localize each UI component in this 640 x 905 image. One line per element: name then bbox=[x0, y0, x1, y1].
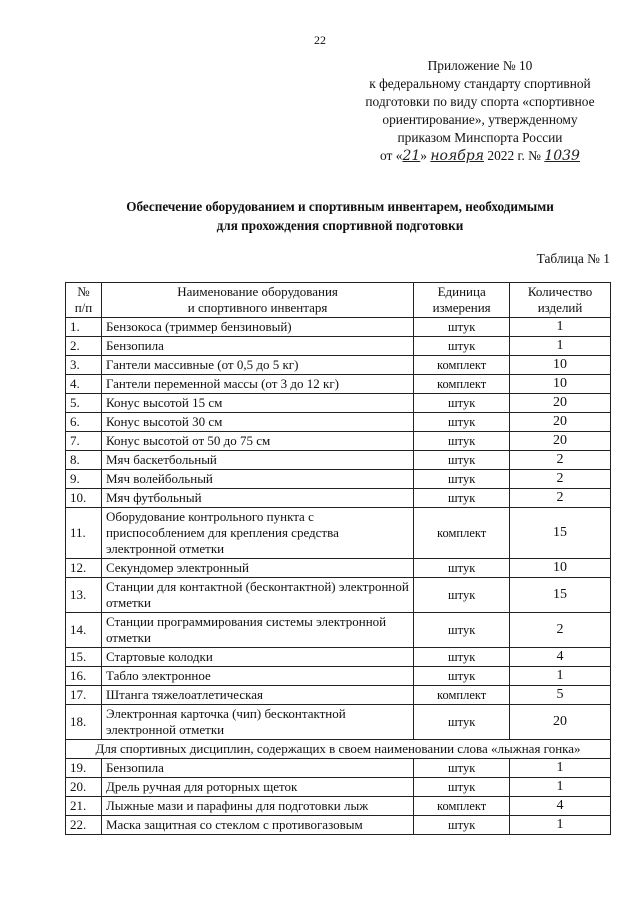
approval-quote: » bbox=[420, 148, 427, 163]
handwritten-day: 21 bbox=[402, 148, 421, 164]
table-row bbox=[66, 559, 611, 578]
row-quantity: 1 bbox=[510, 337, 611, 356]
row-unit: комплект bbox=[414, 797, 510, 816]
header-qty: Количество изделий bbox=[510, 283, 611, 318]
row-number: 22. bbox=[66, 816, 102, 835]
row-number: 3. bbox=[66, 356, 102, 375]
row-number: 5. bbox=[66, 394, 102, 413]
row-name: Штанга тяжелоатлетическая bbox=[101, 686, 413, 705]
row-number: 12. bbox=[66, 559, 102, 578]
row-quantity: 20 bbox=[510, 432, 611, 451]
table-row bbox=[66, 686, 611, 705]
row-number: 1. bbox=[66, 318, 102, 337]
table-row bbox=[66, 451, 611, 470]
title-line: для прохождения спортивной подготовки bbox=[216, 218, 464, 233]
row-unit: штук bbox=[414, 432, 510, 451]
row-quantity: 15 bbox=[510, 578, 611, 613]
row-unit: штук bbox=[414, 413, 510, 432]
row-unit: штук bbox=[414, 613, 510, 648]
row-quantity: 2 bbox=[510, 470, 611, 489]
title-line: Обеспечение оборудованием и спортивным инвентарем, необходимыми bbox=[126, 199, 554, 214]
table-row bbox=[66, 508, 611, 559]
header-num: № п/п bbox=[66, 283, 102, 318]
row-quantity: 2 bbox=[510, 489, 611, 508]
row-name: Электронная карточка (чип) бесконтактной электронной отметки bbox=[101, 705, 413, 740]
row-quantity: 4 bbox=[510, 648, 611, 667]
row-number: 14. bbox=[66, 613, 102, 648]
row-unit: штук bbox=[414, 778, 510, 797]
row-number: 11. bbox=[66, 508, 102, 559]
row-quantity: 5 bbox=[510, 686, 611, 705]
row-quantity: 1 bbox=[510, 667, 611, 686]
row-name: Конус высотой 15 см bbox=[101, 394, 413, 413]
row-unit: штук bbox=[414, 816, 510, 835]
handwritten-month: ноября bbox=[430, 148, 485, 164]
row-name: Мяч баскетбольный bbox=[101, 451, 413, 470]
row-unit: штук bbox=[414, 470, 510, 489]
table-row bbox=[66, 432, 611, 451]
table-row bbox=[66, 759, 611, 778]
table-row bbox=[66, 489, 611, 508]
table-row bbox=[66, 470, 611, 489]
table-row bbox=[66, 318, 611, 337]
row-number: 21. bbox=[66, 797, 102, 816]
row-number: 9. bbox=[66, 470, 102, 489]
row-quantity: 1 bbox=[510, 816, 611, 835]
row-name: Конус высотой от 50 до 75 см bbox=[101, 432, 413, 451]
header-name: Наименование оборудования и спортивного инвентаря bbox=[101, 283, 413, 318]
table-label: Таблица № 1 bbox=[536, 251, 610, 266]
row-name: Маска защитная со стеклом с противогазовым bbox=[101, 816, 413, 835]
row-quantity: 1 bbox=[510, 759, 611, 778]
row-number: 19. bbox=[66, 759, 102, 778]
row-name: Дрель ручная для роторных щеток bbox=[101, 778, 413, 797]
row-number: 6. bbox=[66, 413, 102, 432]
row-quantity: 20 bbox=[510, 394, 611, 413]
section-row bbox=[66, 740, 611, 759]
table-row bbox=[66, 375, 611, 394]
row-name: Мяч волейбольный bbox=[101, 470, 413, 489]
row-name: Стартовые колодки bbox=[101, 648, 413, 667]
handwritten-order-number: 1039 bbox=[544, 148, 580, 164]
row-name: Конус высотой 30 см bbox=[101, 413, 413, 432]
page-number: 22 bbox=[314, 33, 326, 47]
approval-year: 2022 г. № bbox=[484, 148, 541, 163]
row-number: 8. bbox=[66, 451, 102, 470]
row-unit: штук bbox=[414, 667, 510, 686]
table-row bbox=[66, 816, 611, 835]
approval-date-line bbox=[355, 147, 605, 165]
row-quantity: 10 bbox=[510, 559, 611, 578]
approval-line: ориентирование», утвержденному bbox=[382, 112, 578, 127]
table-header-row bbox=[66, 283, 611, 318]
table-row bbox=[66, 356, 611, 375]
row-quantity: 20 bbox=[510, 705, 611, 740]
row-name: Бензокоса (триммер бензиновый) bbox=[101, 318, 413, 337]
table-row bbox=[66, 413, 611, 432]
row-number: 7. bbox=[66, 432, 102, 451]
row-number: 20. bbox=[66, 778, 102, 797]
row-unit: штук bbox=[414, 489, 510, 508]
row-number: 16. bbox=[66, 667, 102, 686]
row-name: Станции программирования системы электронной отметки bbox=[101, 613, 413, 648]
row-quantity: 4 bbox=[510, 797, 611, 816]
row-unit: штук bbox=[414, 578, 510, 613]
row-unit: комплект bbox=[414, 356, 510, 375]
row-unit: штук bbox=[414, 318, 510, 337]
row-quantity: 10 bbox=[510, 375, 611, 394]
row-unit: штук bbox=[414, 394, 510, 413]
equipment-table bbox=[65, 282, 611, 835]
row-name: Мяч футбольный bbox=[101, 489, 413, 508]
row-quantity: 1 bbox=[510, 318, 611, 337]
row-name: Лыжные мази и парафины для подготовки лыж bbox=[101, 797, 413, 816]
row-quantity: 20 bbox=[510, 413, 611, 432]
row-quantity: 10 bbox=[510, 356, 611, 375]
row-unit: штук bbox=[414, 759, 510, 778]
table-row bbox=[66, 337, 611, 356]
row-number: 17. bbox=[66, 686, 102, 705]
row-quantity: 1 bbox=[510, 778, 611, 797]
document-title bbox=[40, 197, 640, 235]
row-unit: штук bbox=[414, 705, 510, 740]
row-name: Бензопила bbox=[101, 759, 413, 778]
row-number: 4. bbox=[66, 375, 102, 394]
approval-line: к федеральному стандарту спортивной bbox=[369, 76, 591, 91]
row-unit: штук bbox=[414, 559, 510, 578]
approval-line: приказом Минспорта России bbox=[397, 130, 563, 145]
table-row bbox=[66, 778, 611, 797]
row-number: 15. bbox=[66, 648, 102, 667]
row-quantity: 2 bbox=[510, 451, 611, 470]
table-row bbox=[66, 667, 611, 686]
row-unit: комплект bbox=[414, 686, 510, 705]
row-number: 2. bbox=[66, 337, 102, 356]
approval-block bbox=[355, 57, 605, 165]
row-name: Станции для контактной (бесконтактной) электронной отметки bbox=[101, 578, 413, 613]
table-row bbox=[66, 648, 611, 667]
row-name: Оборудование контрольного пункта с приспособлением для крепления средства электронной отметки bbox=[101, 508, 413, 559]
row-name: Гантели переменной массы (от 3 до 12 кг) bbox=[101, 375, 413, 394]
row-number: 13. bbox=[66, 578, 102, 613]
row-quantity: 2 bbox=[510, 613, 611, 648]
row-name: Бензопила bbox=[101, 337, 413, 356]
table-row bbox=[66, 705, 611, 740]
row-number: 10. bbox=[66, 489, 102, 508]
section-heading: Для спортивных дисциплин, содержащих в своем наименовании слова «лыжная гонка» bbox=[66, 740, 611, 759]
approval-line: Приложение № 10 bbox=[427, 58, 533, 73]
row-quantity: 15 bbox=[510, 508, 611, 559]
table-row bbox=[66, 613, 611, 648]
row-name: Секундомер электронный bbox=[101, 559, 413, 578]
approval-from: от « bbox=[380, 148, 403, 163]
row-unit: комплект bbox=[414, 375, 510, 394]
row-name: Табло электронное bbox=[101, 667, 413, 686]
row-name: Гантели массивные (от 0,5 до 5 кг) bbox=[101, 356, 413, 375]
table-row bbox=[66, 797, 611, 816]
row-unit: штук bbox=[414, 451, 510, 470]
header-unit: Единица измерения bbox=[414, 283, 510, 318]
row-number: 18. bbox=[66, 705, 102, 740]
table-row bbox=[66, 394, 611, 413]
table-row bbox=[66, 578, 611, 613]
approval-line: подготовки по виду спорта «спортивное bbox=[365, 94, 595, 109]
row-unit: штук bbox=[414, 337, 510, 356]
row-unit: штук bbox=[414, 648, 510, 667]
row-unit: комплект bbox=[414, 508, 510, 559]
